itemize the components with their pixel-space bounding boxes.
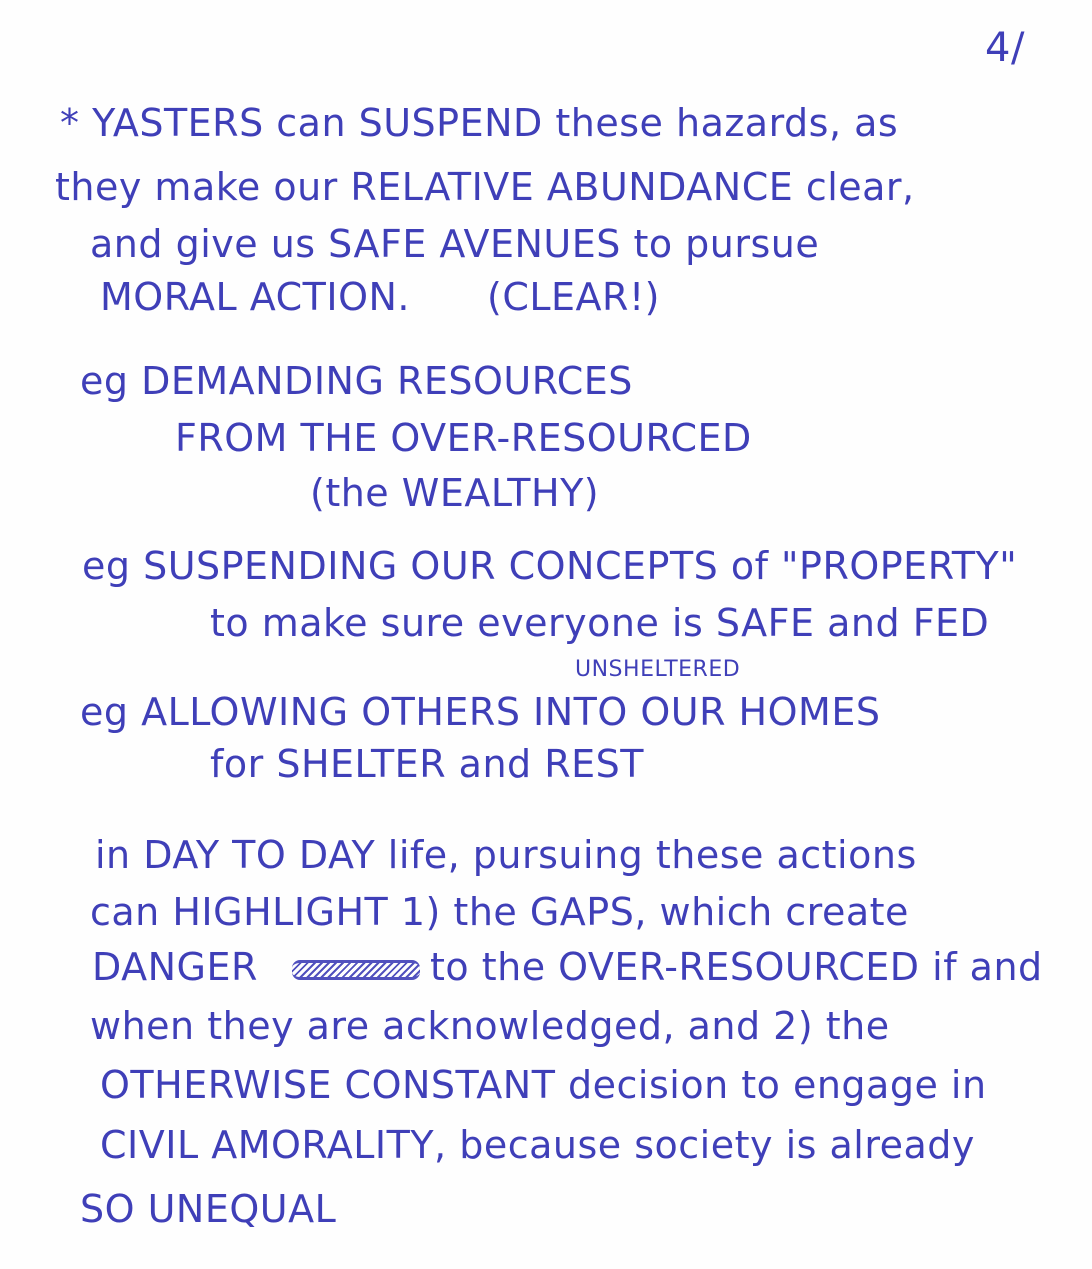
note-line: eg DEMANDING RESOURCES [80,359,633,403]
note-line: to the OVER-RESOURCED if and [430,945,1043,989]
note-line: they make our RELATIVE ABUNDANCE clear, [55,165,915,209]
note-line: and give us SAFE AVENUES to pursue [90,222,820,266]
note-line: can HIGHLIGHT 1) the GAPS, which create [90,890,909,934]
note-line: OTHERWISE CONSTANT decision to engage in [100,1063,987,1107]
scribbled-out-word [292,960,420,980]
note-line: CIVIL AMORALITY, because society is already [100,1123,975,1167]
note-line: * YASTERS can SUSPEND these hazards, as [60,101,899,145]
note-annotation: (CLEAR!) [487,275,660,319]
note-line: to make sure everyone is SAFE and FED [210,601,990,645]
note-line: SO UNEQUAL [80,1187,337,1231]
note-line: FROM THE OVER-RESOURCED [175,416,752,460]
note-line: (the WEALTHY) [310,471,600,515]
note-line: in DAY TO DAY life, pursuing these actions [95,833,917,877]
note-line: MORAL ACTION. [100,275,410,319]
note-line: for SHELTER and REST [210,742,644,786]
note-line: eg SUSPENDING OUR CONCEPTS of "PROPERTY" [82,544,1018,588]
note-line: when they are acknowledged, and 2) the [90,1004,890,1048]
note-insertion: UNSHELTERED [575,657,741,682]
note-line: DANGER [92,945,258,989]
note-line: eg ALLOWING OTHERS INTO OUR HOMES [80,690,881,734]
page-number: 4/ [985,25,1025,71]
